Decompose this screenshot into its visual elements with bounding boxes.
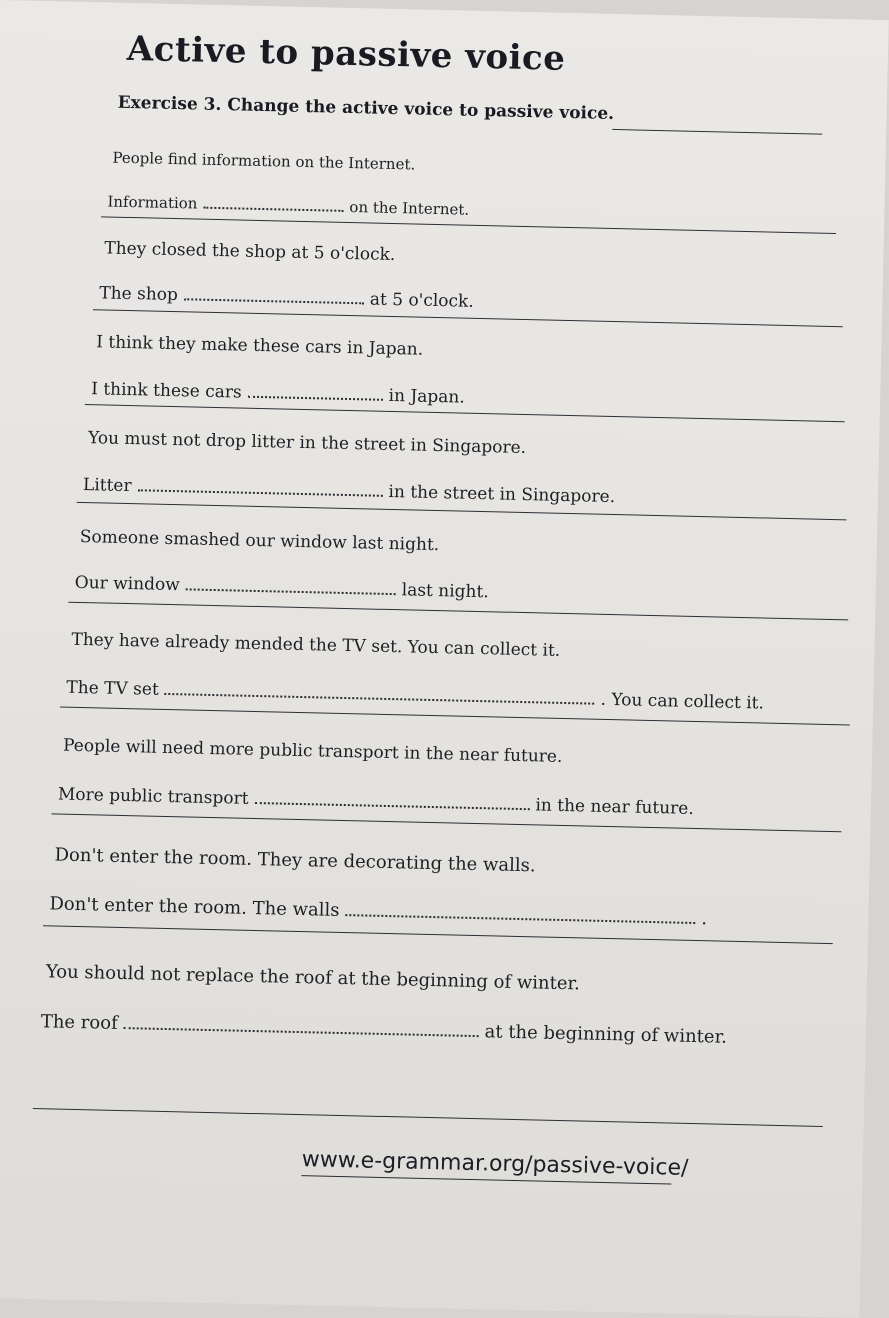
- prompt-end-5: last night.: [401, 580, 489, 603]
- prompt-start-4: Litter: [82, 475, 132, 497]
- active-sentence-3: I think they make these cars in Japan.: [96, 332, 424, 360]
- active-sentence-8: Don't enter the room. They are decorating the walls.: [54, 844, 536, 877]
- passive-prompt-2: [99, 282, 474, 311]
- prompt-end-3: in Japan.: [388, 385, 465, 408]
- answer-blank-5[interactable]: [186, 574, 396, 595]
- answer-blank-8[interactable]: [345, 900, 695, 924]
- passive-prompt-4: [83, 474, 616, 507]
- passive-prompt-5: [75, 572, 489, 602]
- prompt-end-4: in the street in Singapore.: [388, 481, 616, 508]
- active-sentence-4: You must not drop litter in the street in Singapore.: [87, 428, 527, 459]
- passive-prompt-3: [91, 378, 465, 407]
- prompt-end-9: at the beginning of winter.: [484, 1021, 728, 1048]
- prompt-start-8: Don't enter the room. The walls: [49, 893, 340, 921]
- prompt-end-1: on the Internet.: [349, 197, 470, 219]
- prompt-start-3: I think these cars: [90, 379, 242, 403]
- prompt-start-6: The TV set: [66, 677, 160, 700]
- prompt-start-9: The roof: [40, 1011, 118, 1034]
- answer-line-4: [77, 502, 847, 520]
- prompt-start-5: Our window: [74, 572, 181, 596]
- active-sentence-7: People will need more public transport in the near future.: [62, 735, 563, 767]
- answer-line-7: [52, 813, 842, 832]
- passive-prompt-8: [49, 893, 707, 929]
- active-sentence-2: They closed the shop at 5 o'clock.: [104, 238, 396, 266]
- prompt-end-8: .: [701, 908, 708, 930]
- page-title: Active to passive voice: [126, 28, 566, 79]
- prompt-start-1: Information: [107, 192, 198, 213]
- prompt-start-7: More public transport: [57, 784, 249, 809]
- passive-prompt-1: [107, 190, 469, 218]
- answer-blank-9[interactable]: [124, 1013, 479, 1037]
- passive-prompt-6: [66, 677, 764, 714]
- answer-line-8: [43, 925, 833, 944]
- prompt-start-2: The shop: [99, 283, 179, 306]
- answer-blank-3[interactable]: [248, 382, 383, 401]
- answer-blank-7[interactable]: [254, 788, 529, 810]
- answer-blank-2[interactable]: [184, 284, 364, 304]
- answer-blank-1[interactable]: [203, 193, 343, 212]
- active-sentence-9: You should not replace the roof at the beginning of winter.: [45, 961, 581, 995]
- answer-line-3: [85, 404, 845, 422]
- footer-url: www.e-grammar.org/passive-voice/: [301, 1147, 689, 1181]
- answer-line-1: [101, 216, 836, 234]
- answer-line-5: [68, 602, 848, 621]
- active-sentence-6: They have already mended the TV set. You can collect it.: [71, 629, 561, 661]
- active-sentence-5: Someone smashed our window last night.: [79, 526, 440, 556]
- active-sentence-1: People find information on the Internet.: [112, 148, 416, 174]
- answer-line-9: [33, 1108, 823, 1127]
- passive-prompt-9: [41, 1011, 728, 1048]
- instruction-answer-line: [612, 129, 822, 135]
- answer-line-2: [93, 309, 843, 327]
- prompt-end-6: . You can collect it.: [600, 689, 765, 714]
- passive-prompt-7: [58, 784, 694, 819]
- prompt-end-2: at 5 o'clock.: [369, 289, 474, 312]
- exercise-instruction: Exercise 3. Change the active voice to passive voice.: [117, 92, 615, 124]
- prompt-end-7: in the near future.: [535, 795, 694, 819]
- answer-blank-6[interactable]: [165, 679, 595, 705]
- answer-blank-4[interactable]: [137, 475, 382, 497]
